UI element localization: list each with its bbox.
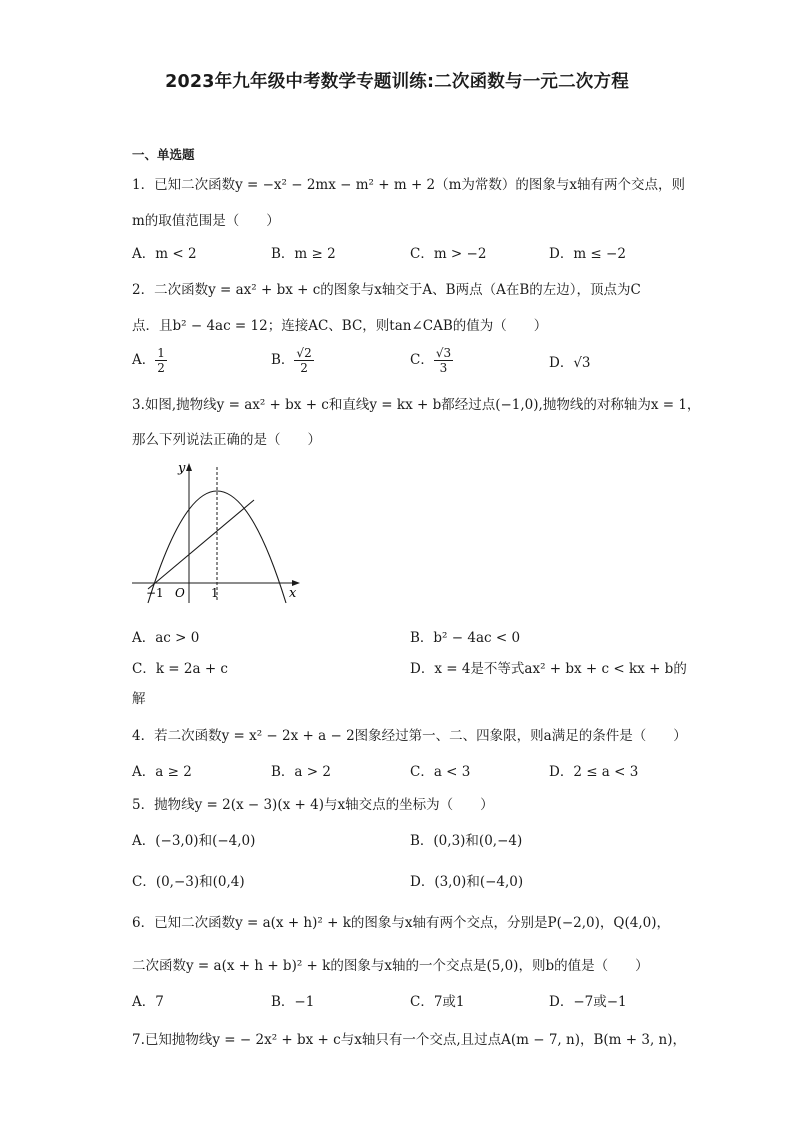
x-axis-label: x — [289, 586, 297, 601]
q2-option-a[interactable] — [132, 346, 167, 375]
q3-option-b[interactable]: B．b² − 4ac < 0 — [410, 630, 521, 646]
q5-option-a[interactable]: A．(−3,0)和(−4,0) — [132, 833, 256, 849]
q6-option-c[interactable]: C．7或1 — [410, 994, 465, 1010]
q6-stem-line1: 6．已知二次函数y = a(x + h)² + k的图象与x轴有两个交点，分别是P(−2,0)，Q(4,0)， — [132, 915, 670, 931]
q6-stem-line2: 二次函数y = a(x + h + b)² + k的图象与x轴的一个交点是(5,0)，则b的值是（ ） — [132, 958, 649, 974]
q3-option-d[interactable]: D．x = 4是不等式ax² + bx + c < kx + b的 — [410, 661, 687, 677]
section-heading: 一、单选题 — [132, 147, 195, 162]
q1-option-a[interactable]: A．m < 2 — [132, 246, 197, 262]
q1-stem-line1: 1．已知二次函数y = −x² − 2mx − m² + m + 2（m为常数）的图象与x轴有两个交点，则 — [132, 177, 686, 193]
q1-option-b[interactable]: B．m ≥ 2 — [271, 246, 336, 262]
q2-option-a-label: A． — [132, 352, 156, 368]
q4-option-d[interactable]: D．2 ≤ a < 3 — [549, 764, 639, 780]
q5-option-b[interactable]: B．(0,3)和(0,−4) — [410, 833, 523, 849]
fraction-numerator: 1 — [157, 346, 165, 360]
q2-option-b-fraction — [294, 346, 313, 375]
q1-option-d[interactable]: D．m ≤ −2 — [549, 246, 626, 262]
tick-label-1: 1 — [211, 586, 219, 600]
y-axis-label: y — [178, 461, 186, 476]
q4-stem-line1: 4．若二次函数y = x² − 2x + a − 2图象经过第一、二、四象限，则a满足的条件是（ ） — [132, 728, 687, 744]
q6-option-b[interactable]: B．−1 — [271, 994, 315, 1010]
q5-stem-line1: 5．抛物线y = 2(x − 3)(x + 4)与x轴交点的坐标为（ ） — [132, 797, 494, 813]
q2-option-c-fraction — [434, 346, 453, 375]
q3-option-d-continued: 解 — [132, 691, 146, 707]
fraction-denominator: 2 — [157, 361, 165, 375]
q3-graph — [128, 455, 308, 615]
q5-option-c[interactable]: C．(0,−3)和(0,4) — [132, 874, 245, 890]
page-title: 2023年九年级中考数学专题训练:二次函数与一元二次方程 — [165, 72, 629, 92]
q3-stem-line2: 那么下列说法正确的是（ ） — [132, 432, 321, 448]
fraction-numerator: √2 — [296, 346, 312, 360]
origin-label: O — [175, 586, 185, 600]
tick-label-neg1: −1 — [146, 586, 164, 600]
y-axis-arrow-icon — [186, 463, 192, 471]
q2-stem-line2: 点．且b² − 4ac = 12；连接AC、BC，则tan∠CAB的值为（ ） — [132, 318, 548, 334]
q2-option-a-fraction — [155, 346, 167, 375]
q3-option-c[interactable]: C．k = 2a + c — [132, 661, 228, 677]
q2-option-c[interactable] — [410, 346, 453, 375]
fraction-denominator: 3 — [439, 361, 448, 375]
q2-stem-line1: 2．二次函数y = ax² + bx + c的图象与x轴交于A、B两点（A在B的左边），顶点为C — [132, 282, 641, 298]
q6-option-d[interactable]: D．−7或−1 — [549, 994, 627, 1010]
straight-line — [148, 500, 254, 589]
q1-stem-line2: m的取值范围是（ ） — [132, 213, 280, 229]
fraction-numerator: √3 — [435, 346, 452, 360]
q4-option-c[interactable]: C．a < 3 — [410, 764, 471, 780]
q2-option-b[interactable] — [271, 346, 314, 375]
q1-option-c[interactable]: C．m > −2 — [410, 246, 487, 262]
q2-option-c-label: C． — [410, 352, 434, 368]
q3-option-a[interactable]: A．ac > 0 — [132, 630, 200, 646]
fraction-denominator: 2 — [300, 361, 308, 375]
q2-option-b-label: B． — [271, 352, 295, 368]
q5-option-d[interactable]: D．(3,0)和(−4,0) — [410, 874, 524, 890]
q7-stem-line1: 7.已知抛物线y = − 2x² + bx + c与x轴只有一个交点,且过点A(m − 7, n)，B(m + 3, n)， — [132, 1032, 686, 1048]
q4-option-b[interactable]: B．a > 2 — [271, 764, 331, 780]
q2-option-d[interactable]: D．√3 — [549, 355, 591, 371]
q4-option-a[interactable]: A．a ≥ 2 — [132, 764, 192, 780]
q3-stem-line1: 3.如图,抛物线y = ax² + bx + c和直线y = kx + b都经过点(−1,0),抛物线的对称轴为x = 1， — [132, 397, 701, 413]
q6-option-a[interactable]: A．7 — [132, 994, 164, 1010]
